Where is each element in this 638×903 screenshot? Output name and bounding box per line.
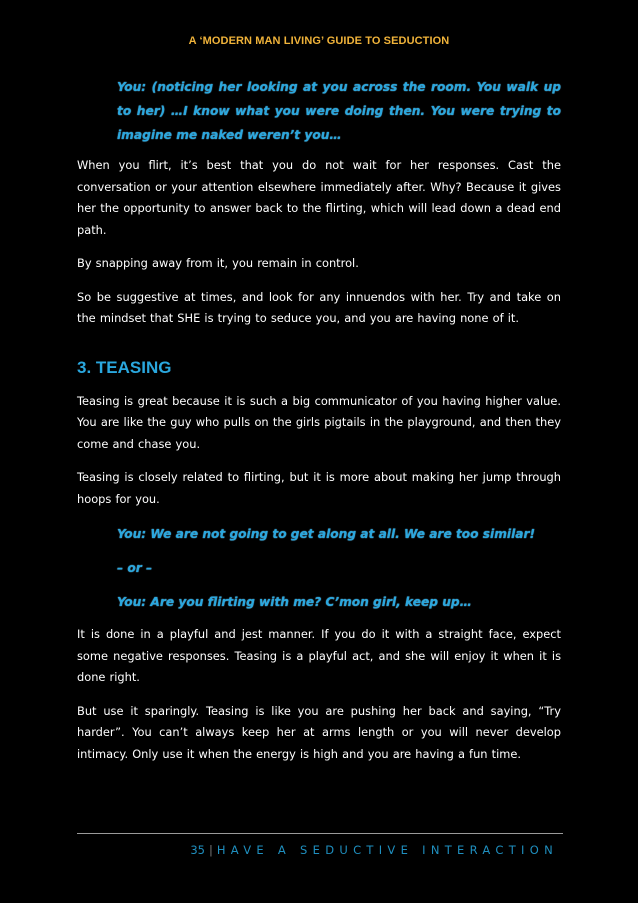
example-quote: You: (noticing her looking at you across the room. You walk up to her) …I know what you were doing then. You were trying to imagine me naked weren’t you… — [117, 80, 561, 142]
footer-divider — [77, 833, 563, 834]
footer-separator: | — [208, 843, 213, 857]
body-paragraph: When you flirt, it’s best that you do not wait for her responses. Cast the conversation or your attention elsewhere immediately after. Why? Because it gives her the opportunity to answer back to the flirting, which will lead down a dead end path. — [77, 158, 561, 237]
example-quote: You: We are not going to get along at all. We are too similar! — [117, 527, 536, 541]
footer-section-title: HAVE A SEDUCTIVE INTERACTION — [216, 843, 558, 857]
example-quote-separator: – or – — [117, 561, 153, 575]
body-paragraph: It is done in a playful and jest manner. If you do it with a straight face, expect some negative responses. Teasing is a playful act, and she will enjoy it when it is done right. — [77, 627, 561, 684]
page-content — [77, 75, 561, 777]
example-quote: You: Are you flirting with me? C’mon girl, keep up… — [117, 595, 472, 609]
section-heading: 3. TEASING — [77, 357, 172, 377]
body-paragraph: Teasing is great because it is such a big communicator of you having higher value. You are like the guy who pulls on the girls pigtails in the playground, and then they come and chase you. — [77, 393, 561, 451]
body-paragraph: Teasing is closely related to flirting, but it is more about making her jump through hoops for you. — [77, 470, 561, 506]
page-footer — [0, 843, 558, 857]
body-paragraph: By snapping away from it, you remain in control. — [77, 256, 359, 270]
page-number: 35 — [190, 843, 205, 857]
body-paragraph: So be suggestive at times, and look for any innuendos with her. Try and take on the mindset that SHE is trying to seduce you, and you are having none of it. — [77, 289, 561, 325]
running-header: A ‘MODERN MAN LIVING’ GUIDE TO SEDUCTION — [188, 35, 450, 47]
body-paragraph: But use it sparingly. Teasing is like you are pushing her back and saying, “Try harder”. You can’t always keep her at arms length or you will never develop intimacy. Only use it when the energy is high and you are having a fun time. — [77, 703, 561, 761]
